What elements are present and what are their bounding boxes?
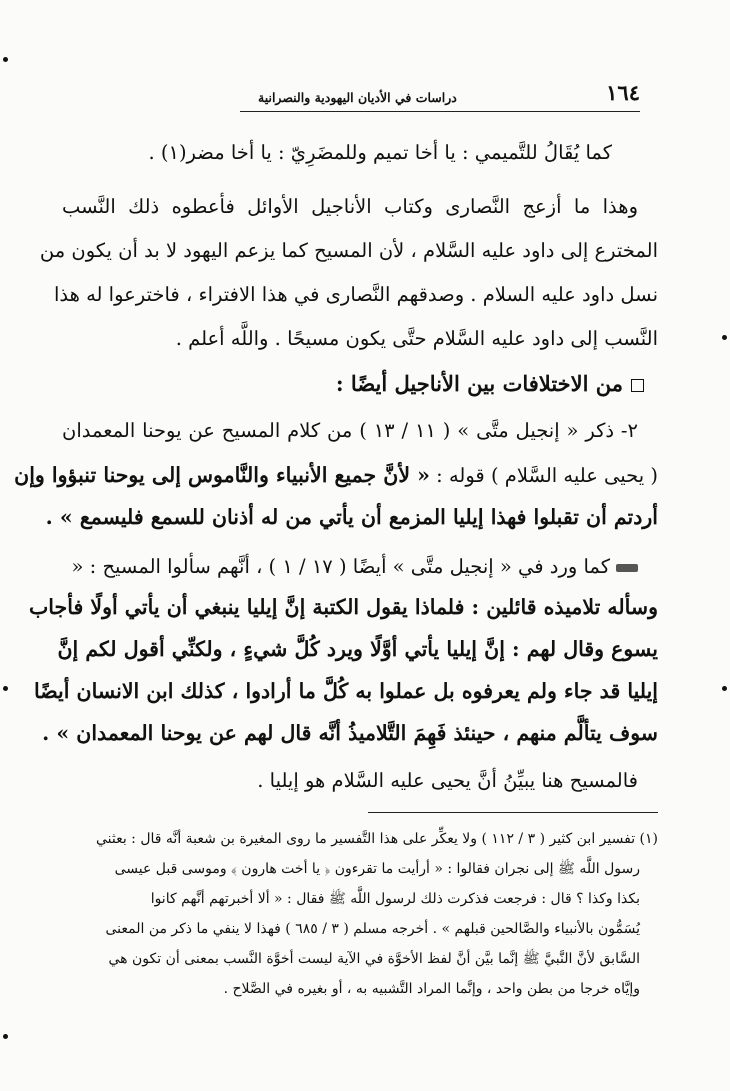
quote-line: يسوع وقال لهم : إنَّ إيليا يأتي أوَّلًا ويرد كُلَّ شيءٍ ، ولكنِّي أقول لكم إنَّ	[57, 637, 658, 661]
quote-line: سوف يتألَّم منهم ، حينئذ فَهِمَ التَّلاميذُ أنَّه قال لهم عن يوحنا المعمدان » .	[42, 721, 658, 745]
page-number: ١٦٤	[606, 80, 640, 105]
quote-line: إيليا قد جاء ولم يعرفوه بل عملوا به كُلَّ ما أرادوا ، كذلك ابن الانسان أيضًا	[34, 679, 658, 703]
quote-line: وسأله تلاميذه قائلين : فلماذا يقول الكتبة إنَّ إيليا ينبغي أن يأتي أولًا فأجاب	[28, 595, 658, 619]
footnote-line: يُسَمُّون بالأنبياء والصَّالحين قبلهم » . أخرجه مسلم ( ٣ / ٦٨٥ ) فهذا لا ينفي ما ذكر من المعنى	[105, 921, 640, 937]
scan-speck	[3, 1034, 8, 1039]
square-bullet-icon	[631, 379, 644, 392]
footnote-line: وإيَّاه خرجا من بطن واحد ، وإنَّما المراد التَّشبيه به ، أو بغيره في الصَّلاح .	[223, 981, 640, 997]
text-line: وهذا ما أزعج النَّصارى وكتاب الأناجيل الأوائل فأعطوه ذلك النَّسب	[62, 195, 638, 218]
page-header	[240, 80, 640, 108]
section-heading	[62, 367, 644, 403]
footnote-line: (١) تفسير ابن كثير ( ٣ / ١١٢ ) ولا يعكِّر على هذا التَّفسير ما روى المغيرة بن شعبة أنَّه قال : بعثني	[95, 831, 658, 847]
header-rule	[240, 111, 640, 112]
text-line: نسل داود عليه السلام . وصدقهم النَّصارى في هذا الافتراء ، فاخترعوا له هذا	[53, 283, 658, 306]
text-line: ٢- ذكر « إنجيل متَّى » ( ١١ / ١٣ ) من كلام المسيح عن يوحنا المعمدان	[62, 419, 638, 442]
text-line: المخترع إلى داود عليه السَّلام ، لأن المسيح كما يزعم اليهود لا بد أن يكون من	[39, 239, 658, 262]
footnote-rule	[368, 812, 658, 813]
text-line: فالمسيح هنا يبيِّنُ أنَّ يحيى عليه السَّلام هو إيليا .	[257, 769, 638, 792]
scan-speck	[722, 335, 727, 340]
footnote-line: بكذا وكذا ؟ قال : فرجعت فذكرت ذلك لرسول اللَّه ﷺ فقال : « ألا أخبرتهم أنَّهم كانوا	[150, 891, 640, 907]
margin-mark-icon	[616, 564, 638, 572]
section-heading-text: من الاختلافات بين الأناجيل أيضًا :	[335, 371, 623, 396]
text-normal: ( يحيى عليه السَّلام ) قوله :	[429, 464, 658, 487]
footnote-line: رسول اللَّه ﷺ إلى نجران فقالوا : « أرأيت ما تقرءون ﴿ يا أخت هارون ﴾ وموسى قبل عيسى	[114, 861, 640, 877]
text-line	[14, 458, 658, 494]
scan-speck	[3, 57, 8, 62]
text-line: النَّسب إلى داود عليه السَّلام حتَّى يكون مسيحًا . واللَّه أعلم .	[175, 327, 658, 350]
running-title: دراسات في الأديان اليهودية والنصرانية	[258, 90, 457, 105]
scan-speck	[3, 686, 8, 691]
scan-speck	[722, 686, 727, 691]
quote-bold: « لأنَّ جميع الأنبياء والنَّاموس إلى يوحنا تنبؤوا وإن	[14, 463, 430, 487]
quote-line: أردتم أن تقبلوا فهذا إيليا المزمع أن يأتي من له أذنان للسمع فليسمع » .	[45, 505, 658, 529]
footnote-line: السَّابق لأنَّ النَّبيَّ ﷺ إنَّما بيَّن أنَّ لفظ الأخوَّة في الآية ليست أخوَّة النَّسب بمعنى أن تكون هي	[108, 951, 640, 967]
text-line: كما يُقَالُ للتَّميمي : يا أخا تميم وللمضَرِيّ : يا أخا مضر(١) .	[148, 141, 612, 164]
text-normal: كما ورد في « إنجيل متَّى » أيضًا ( ١٧ / ١ ) ، أنَّهم سألوا المسيح : «	[71, 555, 610, 578]
text-line	[62, 550, 638, 586]
